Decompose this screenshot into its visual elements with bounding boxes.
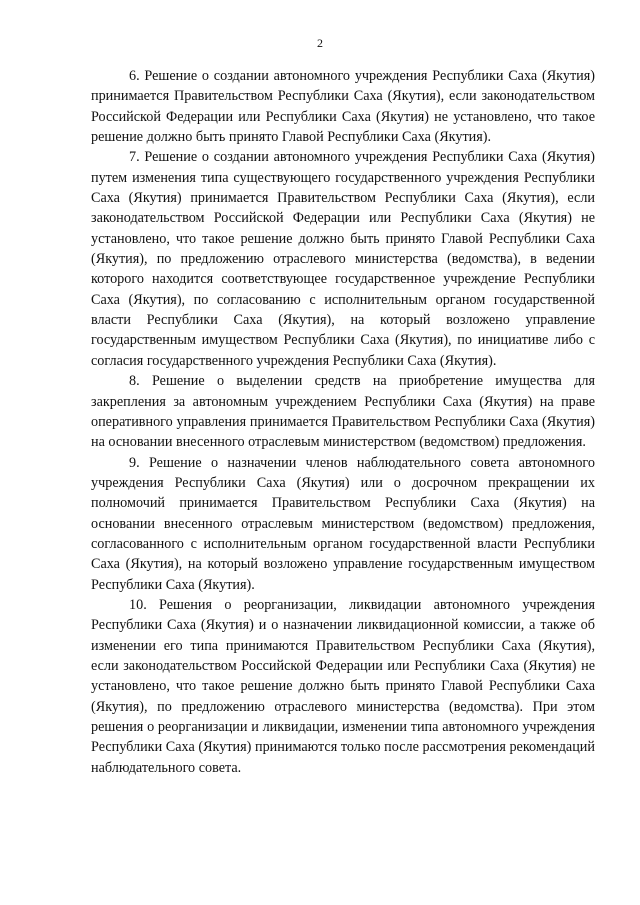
paragraph-9: 9. Решение о назначении членов наблюдательного совета автономного учреждения Республики Саха (Якутия) или о досрочном прекращении их полномочий принимается Правительством Республики Саха (Якутия) на основании внесенного отраслевым министерством (ведомством) предложения, согласованного с исполнительным органом государственной власти Республики Саха (Якутия), на который возложено управление государственным имуществом Республики Саха (Якутия). bbox=[91, 454, 595, 593]
page-number: 2 bbox=[317, 36, 323, 50]
paragraph-7: 7. Решение о создании автономного учреждения Республики Саха (Якутия) путем изменения типа существующего государственного учреждения Республики Саха (Якутия) принимается Правительством Республики Саха (Якутия), если законодательством Российской Федерации или Республики Саха (Якутия) не установлено, что такое решение должно быть принято Главой Республики Саха (Якутия), по предложению отраслевого министерства (ведомства), в ведении которого находится соответствующее государственное учреждение Республики Саха (Якутия), по согласованию с исполнительным органом государственной власти Республики Саха (Якутия), на который возложено управление государственным имуществом Республики Саха (Якутия), по инициативе либо с согласия государственного учреждения Республики Саха (Якутия). bbox=[91, 149, 595, 369]
paragraph-8: 8. Решение о выделении средств на приобретение имущества для закрепления за автономным учреждением Республики Саха (Якутия) на праве оперативного управления принимается Правительством Республики Саха (Якутия) на основании внесенного отраслевым министерством (ведомством) предложения. bbox=[91, 373, 595, 451]
paragraph-6: 6. Решение о создании автономного учреждения Республики Саха (Якутия) принимается Правительством Республики Саха (Якутия), если законодательством Российской Федерации или Республики Саха (Якутия) не установлено, что такое решение должно быть принято Главой Республики Саха (Якутия). bbox=[91, 68, 595, 146]
document-body bbox=[91, 66, 595, 778]
paragraph-10: 10. Решения о реорганизации, ликвидации автономного учреждения Республики Саха (Якутия) и о назначении ликвидационной комиссии, а также об изменении его типа принимаются Правительством Республики Саха (Якутия), если законодательством Российской Федерации или Республики Саха (Якутия) не установлено, что такое решение должно быть принято Главой Республики Саха (Якутия), по предложению отраслевого министерства (ведомства). При этом решения о реорганизации и ликвидации, изменении типа автономного учреждения Республики Саха (Якутия) принимаются только после рассмотрения рекомендаций наблюдательного совета. bbox=[91, 596, 595, 776]
